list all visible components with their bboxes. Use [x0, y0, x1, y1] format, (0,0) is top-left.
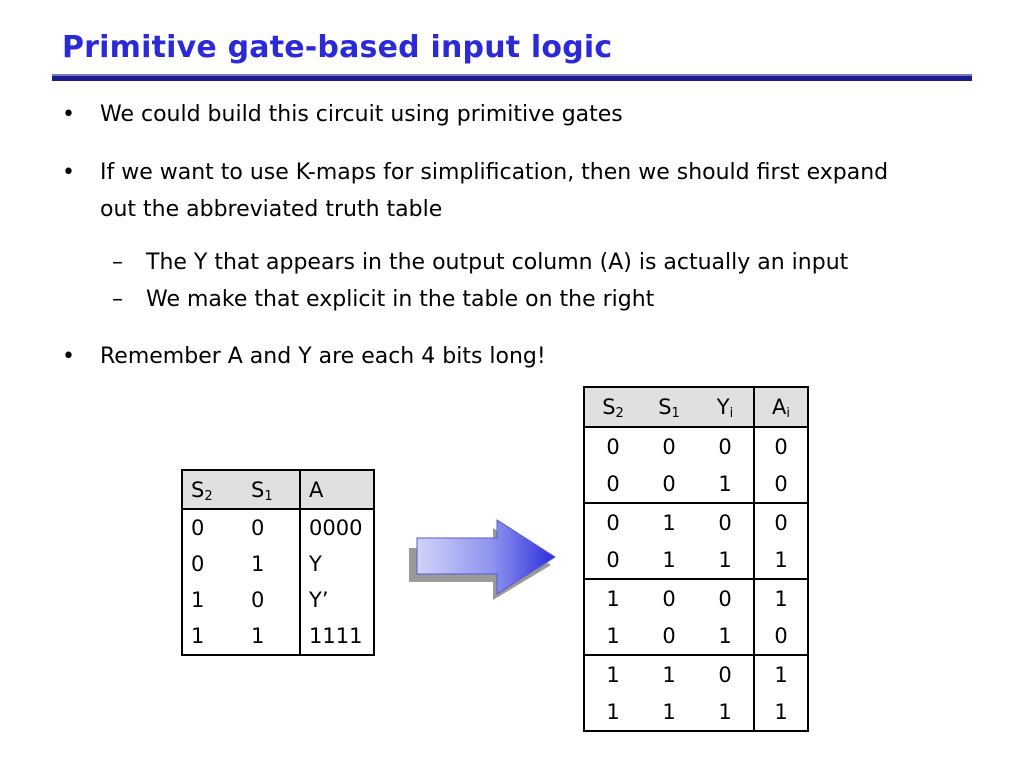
bullet-text-3: Remember A and Y are each 4 bits long! [100, 344, 546, 369]
table-header-row [182, 470, 374, 509]
table-cell: 1 [718, 699, 732, 724]
header-subscript: 1 [671, 406, 680, 421]
table-cell: 0 [191, 552, 205, 576]
table-cell: 1 [662, 662, 676, 687]
header-cell-s2 [584, 387, 641, 427]
title-underline [52, 74, 972, 81]
header-cell-text: A [309, 477, 324, 502]
header-cell-yi [697, 387, 754, 427]
header-subscript: 2 [615, 406, 624, 421]
expanded-truth-table [583, 386, 809, 732]
table-cell: 1 [584, 617, 641, 655]
table-row [584, 503, 808, 541]
table-cell: 0 [718, 662, 732, 687]
table-row [584, 693, 808, 731]
sub-bullet-text-1: The Y that appears in the output column (A) is actually an input [146, 250, 849, 275]
table-cell: 1 [697, 541, 754, 579]
table-row [584, 465, 808, 503]
header-cell-text: S [191, 477, 205, 502]
sub-bullet-text-2: We make that explicit in the table on the right [146, 287, 655, 312]
table-row [584, 617, 808, 655]
table-cell: Y’ [300, 582, 374, 618]
table-cell: 1 [191, 588, 205, 612]
table-cell: 0 [606, 434, 620, 459]
table-row [182, 509, 374, 546]
table-row [182, 546, 374, 582]
header-cell-s2 [182, 470, 249, 509]
table-cell: 0 [754, 503, 808, 541]
table-cell: 0 [251, 516, 265, 540]
table-cell: 0 [718, 434, 732, 459]
table-cell: 0 [718, 510, 732, 535]
header-cell-text: A [772, 395, 787, 419]
table-cell: 1 [606, 699, 620, 724]
table-cell: 0 [641, 465, 697, 503]
table-row [584, 427, 808, 465]
table-row [584, 655, 808, 693]
table-cell: 0 [191, 516, 205, 540]
table-cell: 1 [251, 552, 265, 576]
table-cell: 1 [754, 693, 808, 731]
table-cell: 1 [697, 617, 754, 655]
header-subscript: i [729, 406, 734, 421]
header-cell-a [300, 470, 374, 509]
sub-bullet-marker: – [112, 287, 123, 312]
table-cell: 1 [754, 655, 808, 693]
bullet-marker: • [62, 344, 75, 369]
table-row [584, 541, 808, 579]
bullet-text-2-line-1: If we want to use K-maps for simplification, then we should first expand [100, 160, 889, 185]
table-row [182, 582, 374, 618]
table-cell: 0 [662, 434, 676, 459]
bullet-marker: • [62, 102, 75, 127]
header-cell-text: S [251, 477, 265, 502]
table-row [182, 618, 374, 655]
table-cell: 0 [754, 617, 808, 655]
table-cell: 0 [584, 541, 641, 579]
table-cell: 1 [697, 465, 754, 503]
table-cell: 0 [754, 465, 808, 503]
sub-bullet-marker: – [112, 250, 123, 275]
bullet-text-1: We could build this circuit using primitive gates [100, 102, 623, 127]
table-cell: 1 [641, 541, 697, 579]
table-cell: 1 [606, 586, 620, 611]
table-cell: Y [300, 546, 374, 582]
bullet-text-2-line-2: out the abbreviated truth table [100, 197, 443, 222]
header-cell-text: Y [716, 395, 730, 419]
arrow-body [417, 520, 555, 594]
table-cell: 0 [251, 588, 265, 612]
table-cell: 1 [754, 541, 808, 579]
table-cell: 0 [754, 427, 808, 465]
table-row [584, 579, 808, 617]
right-arrow-icon [405, 518, 561, 600]
slide-title: Primitive gate-based input logic [62, 30, 613, 65]
table-cell: 0 [662, 586, 676, 611]
header-cell-s1 [641, 387, 697, 427]
header-cell-ai [754, 387, 808, 427]
table-cell: 0 [584, 465, 641, 503]
table-cell: 0 [718, 586, 732, 611]
table-cell: 1 [606, 662, 620, 687]
table-cell: 1 [191, 624, 205, 648]
table-cell: 1111 [300, 618, 374, 655]
header-subscript: 1 [264, 488, 273, 504]
table-cell: 0 [606, 510, 620, 535]
table-cell: 0000 [300, 509, 374, 546]
abbreviated-truth-table [181, 469, 375, 656]
header-cell-s1 [249, 470, 300, 509]
header-cell-text: S [658, 395, 672, 419]
table-cell: 1 [662, 699, 676, 724]
table-cell: 0 [641, 617, 697, 655]
header-cell-text: S [602, 395, 616, 419]
table-header-row [584, 387, 808, 427]
bullet-marker: • [62, 160, 75, 185]
header-subscript: i [786, 406, 790, 421]
table-cell: 1 [754, 579, 808, 617]
table-cell: 1 [251, 624, 265, 648]
header-subscript: 2 [204, 488, 213, 504]
table-cell: 1 [662, 510, 676, 535]
